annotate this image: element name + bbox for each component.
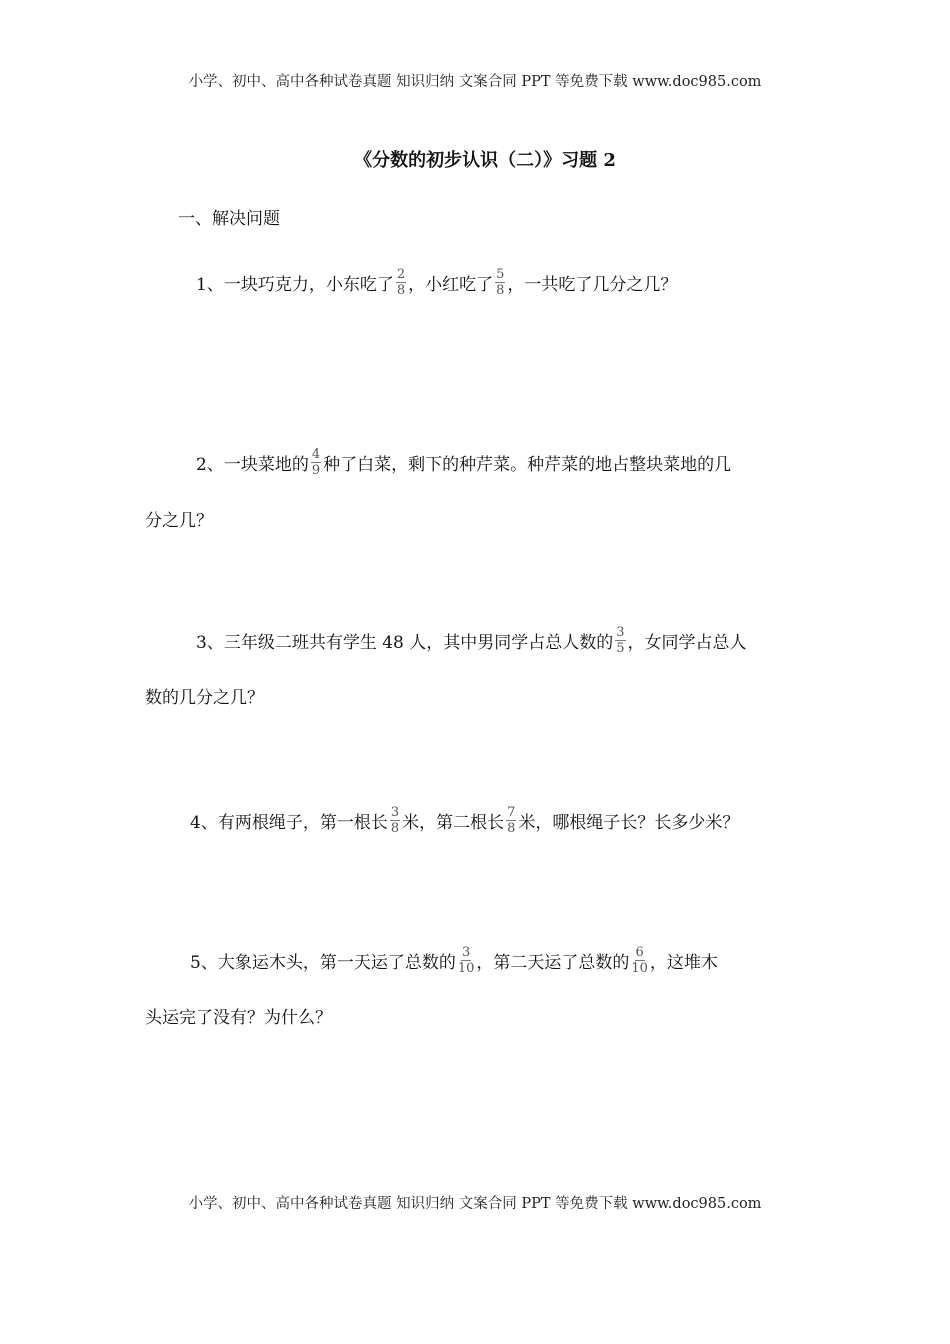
denominator: 5 — [616, 640, 625, 656]
question-text: 数的几分之几？ — [145, 687, 264, 708]
fraction — [390, 805, 400, 836]
fraction — [615, 625, 625, 656]
question-text: 4、有两根绳子，第一根长 — [190, 812, 388, 833]
question-text: 1、一块巧克力，小东吃了 — [196, 274, 394, 295]
question-2-line — [196, 442, 731, 482]
numerator: 4 — [311, 446, 321, 462]
question-text: ，第二天运了总数的 — [476, 952, 630, 973]
fraction — [396, 267, 406, 298]
numerator: 5 — [496, 266, 505, 282]
question-text: ，这堆木 — [649, 952, 718, 973]
question-4-line — [190, 800, 739, 840]
denominator: 10 — [457, 960, 475, 976]
question-text: 米，哪根绳子长？长多少米？ — [518, 812, 740, 833]
question-text: 5、大象运木头，第一天运了总数的 — [190, 952, 456, 973]
document-title: 《分数的初步认识（二）》习题 2 — [354, 150, 616, 171]
question-text: 分之几？ — [145, 510, 213, 531]
question-3-line — [145, 675, 264, 715]
numerator: 3 — [616, 624, 625, 640]
fraction — [495, 267, 505, 298]
question-text: 米，第二根长 — [402, 812, 505, 833]
fraction — [458, 945, 475, 976]
fraction — [631, 945, 648, 976]
question-2-line — [145, 498, 213, 538]
denominator: 10 — [631, 960, 648, 976]
question-text: 3、三年级二班共有学生 48 人，其中男同学占总人数的 — [196, 632, 614, 653]
denominator: 8 — [396, 282, 406, 298]
fraction — [311, 447, 321, 478]
fraction — [506, 805, 516, 836]
question-text: ，小红吃了 — [408, 274, 494, 295]
page-header: 小学、初中、高中各种试卷真题 知识归纳 文案合同 PPT 等免费下载 www.doc985.com — [188, 74, 762, 90]
numerator: 3 — [461, 944, 471, 960]
section-heading: 一、解决问题 — [178, 209, 280, 229]
denominator: 8 — [507, 820, 516, 836]
numerator: 6 — [635, 944, 644, 960]
numerator: 7 — [507, 804, 516, 820]
question-5-line — [145, 995, 332, 1035]
question-text: 2、一块菜地的 — [196, 454, 309, 475]
question-1-line — [196, 262, 677, 302]
question-5-line — [190, 940, 718, 980]
denominator: 8 — [390, 820, 400, 836]
question-text: ，女同学占总人 — [627, 632, 747, 653]
question-text: ，一共吃了几分之几？ — [507, 274, 678, 295]
page-footer: 小学、初中、高中各种试卷真题 知识归纳 文案合同 PPT 等免费下载 www.doc985.com — [188, 1196, 762, 1212]
question-3-line — [196, 620, 747, 660]
question-text: 头运完了没有？为什么？ — [145, 1007, 332, 1028]
denominator: 9 — [311, 462, 321, 478]
question-text: 种了白菜，剩下的种芹菜。种芹菜的地占整块菜地的几 — [323, 454, 732, 475]
numerator: 2 — [396, 266, 406, 282]
denominator: 8 — [496, 282, 505, 298]
numerator: 3 — [390, 804, 400, 820]
